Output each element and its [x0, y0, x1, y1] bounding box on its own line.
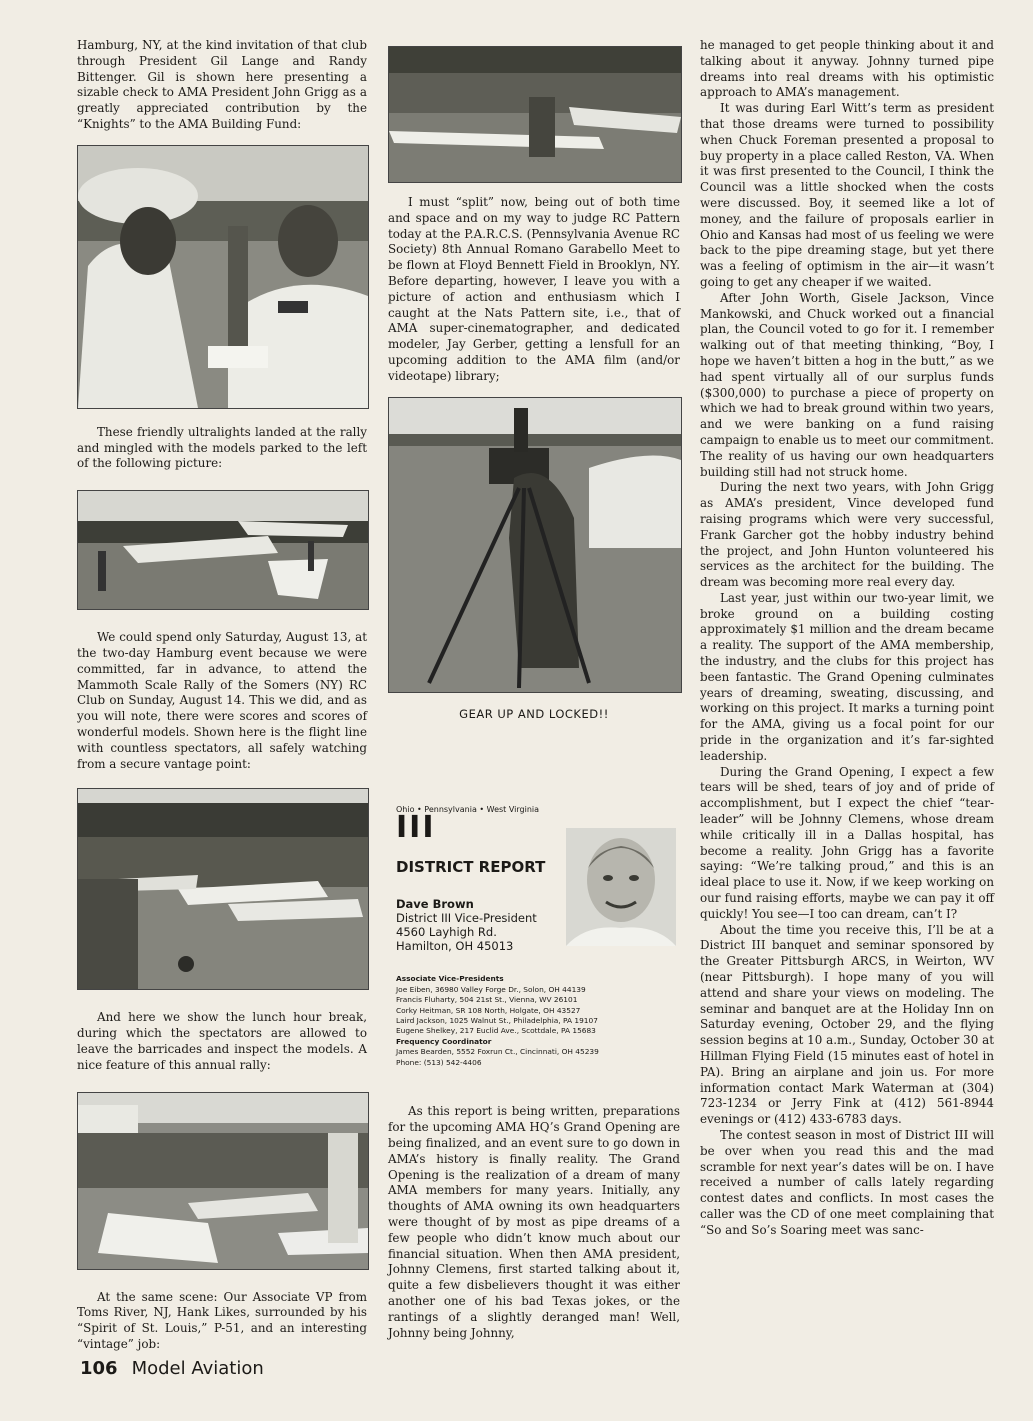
- col1-paragraph-1: Hamburg, NY, at the kind invitation of that club through President Gil Lange and Randy Bittenger. Gil is shown here presenting a sizable check to AMA President John Grigg as a greatly appreciated contribution by the “Knights” to the AMA Building Fund:: [77, 38, 367, 131]
- assoc-entry: Joe Eiben, 36980 Valley Forge Dr., Solon, OH 44139: [396, 984, 586, 994]
- photo-cinematographer: [388, 397, 682, 693]
- photo-lunch-break: [77, 1092, 369, 1270]
- vp-city: Hamilton, OH 45013: [396, 939, 514, 954]
- district-states: Ohio • Pennsylvania • West Virginia: [396, 805, 540, 815]
- col3-paragraph-5: Last year, just within our two-year limit, we broke ground on a building costing approximately $1 million and the dream became a reality. The support of the AMA membership, the industry, and the clubs for this project has been fantastic. The Grand Opening culminates years of dreaming, sweating, discussing, and working on this project. It marks a turning point for the AMA, giving us a focal point for our pride in the organization and it’s far-sighted leadership.: [700, 590, 994, 763]
- portrait-photo: [566, 828, 676, 946]
- vp-role: District III Vice-President: [396, 911, 537, 926]
- column-2: [388, 38, 680, 1341]
- photo-check-presentation: [77, 145, 369, 409]
- col2-paragraph-2: As this report is being written, preparations for the upcoming AMA HQ’s Grand Opening are being finalized, and an event sure to go down in AMA’s history is finally reality. The Grand Opening is the realization of a dream of many AMA members for many years. Initially, any thoughts of AMA owning its own headquarters were thought of by most as pipe dreams of a few people who didn’t know much about our financial situation. When then AMA president, Johnny Clemens, first started talking about it, quite a few disbelievers thought it was either another one of his bad Texas jokes, or the rantings of a slightly deranged man! Well, Johnny being Johnny,: [388, 1104, 680, 1340]
- vp-name: Dave Brown: [396, 897, 474, 912]
- assoc-entry: Eugene Shelkey, 217 Euclid Ave., Scottdale, PA 15683: [396, 1026, 596, 1036]
- photo-caption: GEAR UP AND LOCKED!!: [459, 706, 609, 721]
- col3-paragraph-8: The contest season in most of District III will be over when you read this and the mad scramble for next year’s dates will be on. I have received a number of calls lately regarding contest dates and conflicts. In most cases the caller was the CD of one meet complaining that “So and So’s Soaring meet was sanc-: [700, 1127, 994, 1237]
- col3-paragraph-7: About the time you receive this, I’ll be at a District III banquet and seminar sponsored by the Greater Pittsburgh ARCS, in Weirton, WV (near Pittsburgh). I hope many of you will attend and share your views on modeling. The seminar and banquet are at the Holiday Inn on Saturday evening, October 29, and the flying session begins at 10 a.m., Sunday, October 30 at Hillman Flying Field (15 minutes east of hotel in PA). Bring an airplane and join us. For more information contact Mark Waterman at (304) 723-1234 or Jerry Fink at (412) 561-8944 evenings or (412) 433-6783 days.: [700, 922, 994, 1127]
- col3-paragraph-6: During the Grand Opening, I expect a few tears will be shed, tears of joy and of pride of accomplishment, but I expect the chief “tear-leader” will be Johnny Clemens, whose dream while critically ill in a Dallas hospital, has become a reality. John Grigg has a favorite saying: “We’re talking proud,” and this is an ideal place to use it. Now, if we keep working on our fund raising efforts, maybe we can pay it off quickly! You see—I too can dream, can’t I?: [700, 764, 994, 921]
- district-numeral: III: [396, 810, 436, 846]
- freq-label: Frequency Coordinator: [396, 1036, 492, 1046]
- magazine-name: Model Aviation: [131, 1358, 264, 1379]
- col1-paragraph-5: At the same scene: Our Associate VP from Toms River, NJ, Hank Likes, surrounded by his “Spirit of St. Louis,” P-51, and an interesting “vintage” job:: [77, 1289, 367, 1351]
- assoc-entry: Laird Jackson, 1025 Walnut St., Philadelphia, PA 19107: [396, 1015, 598, 1025]
- photo-ultralights: [77, 490, 369, 610]
- photo-flight-line: [77, 788, 369, 990]
- col1-paragraph-2: These friendly ultralights landed at the rally and mingled with the models parked to the left of the following picture:: [77, 424, 367, 471]
- assoc-entry: Francis Fluharty, 504 21st St., Vienna, WV 26101: [396, 995, 578, 1005]
- assoc-entry: Corky Heitman, SR 108 North, Holgate, OH 43527: [396, 1005, 581, 1015]
- col3-paragraph-1: he managed to get people thinking about it and talking about it anyway. Johnny turned pipe dreams into real dreams with his optimistic approach to AMA’s management.: [700, 38, 994, 100]
- col1-paragraph-3: We could spend only Saturday, August 13, at the two-day Hamburg event because we were committed, far in advance, to attend the Mammoth Scale Rally of the Somers (NY) RC Club on Sunday, August 14. This we did, and as you will note, there were scores and scores of wonderful models. Shown here is the flight line with countless spectators, all safely watching from a secure vantage point:: [77, 630, 367, 771]
- column-3: [700, 38, 994, 1239]
- col1-paragraph-4: And here we show the lunch hour break, during which the spectators are allowed to leave the barricades and inspect the models. A nice feature of this annual rally:: [77, 1010, 367, 1072]
- assoc-label: Associate Vice-Presidents: [396, 974, 504, 984]
- associate-list: [396, 974, 599, 1068]
- district-title: DISTRICT REPORT: [396, 858, 546, 877]
- photo-crowd-models: [388, 46, 682, 183]
- page-number: 106: [80, 1358, 118, 1379]
- page-footer: [80, 1358, 264, 1379]
- column-1: [77, 38, 367, 1353]
- col3-paragraph-3: After John Worth, Gisele Jackson, Vince Mankowski, and Chuck worked out a financial plan, the Council voted to go for it. I remember walking out of that meeting thinking, “Boy, I hope we haven’t bitten a hog in the butt,” as we had spent virtually all of our surplus funds ($300,000) to purchase a piece of property on which we had to break ground within two years, and we were banking on a fund raising campaign to enable us to meet our commitment. The reality of us having our own headquarters building still had not struck home.: [700, 290, 994, 479]
- freq-phone: Phone: (513) 542-4406: [396, 1057, 482, 1067]
- col3-paragraph-4: During the next two years, with John Grigg as AMA’s president, Vince developed fund raising programs which were very successful, Frank Garcher got the hobby industry behind the project, and John Hunton volunteered his services as the architect for the building. The dream was becoming more real every day.: [700, 480, 994, 590]
- col3-paragraph-2: It was during Earl Witt’s term as president that those dreams were turned to possibility when Chuck Foreman presented a proposal to buy property in a place called Reston, VA. When it was first presented to the Council, I think the Council was a little shocked when the costs were discussed. Boy, it seemed like a lot of money, and the failure of proposals earlier in Ohio and Kansas had most of us feeling we were back to the pipe dreaming stage, but yet there was a feeling of optimism in the air—it wasn’t going to get any cheaper if we waited.: [700, 101, 994, 289]
- freq-entry: James Bearden, 5552 Foxrun Ct., Cincinnati, OH 45239: [396, 1047, 599, 1057]
- vp-street: 4560 Layhigh Rd.: [396, 925, 497, 940]
- col2-paragraph-1: I must “split” now, being out of both time and space and on my way to judge RC Pattern today at the P.A.R.C.S. (Pennsylvania Avenue RC Society) 8th Annual Romano Garabello Meet to be flown at Floyd Bennett Field in Brooklyn, NY. Before departing, however, I leave you with a picture of action and enthusiasm which I caught at the Nats Pattern site, i.e., that of AMA super-cinematographer, and dedicated modeler, Jay Gerber, getting a lensfull for an upcoming addition to the AMA film (and/or videotape) library;: [388, 195, 680, 383]
- district-contact: [396, 897, 537, 953]
- district-report-header: [388, 802, 680, 1092]
